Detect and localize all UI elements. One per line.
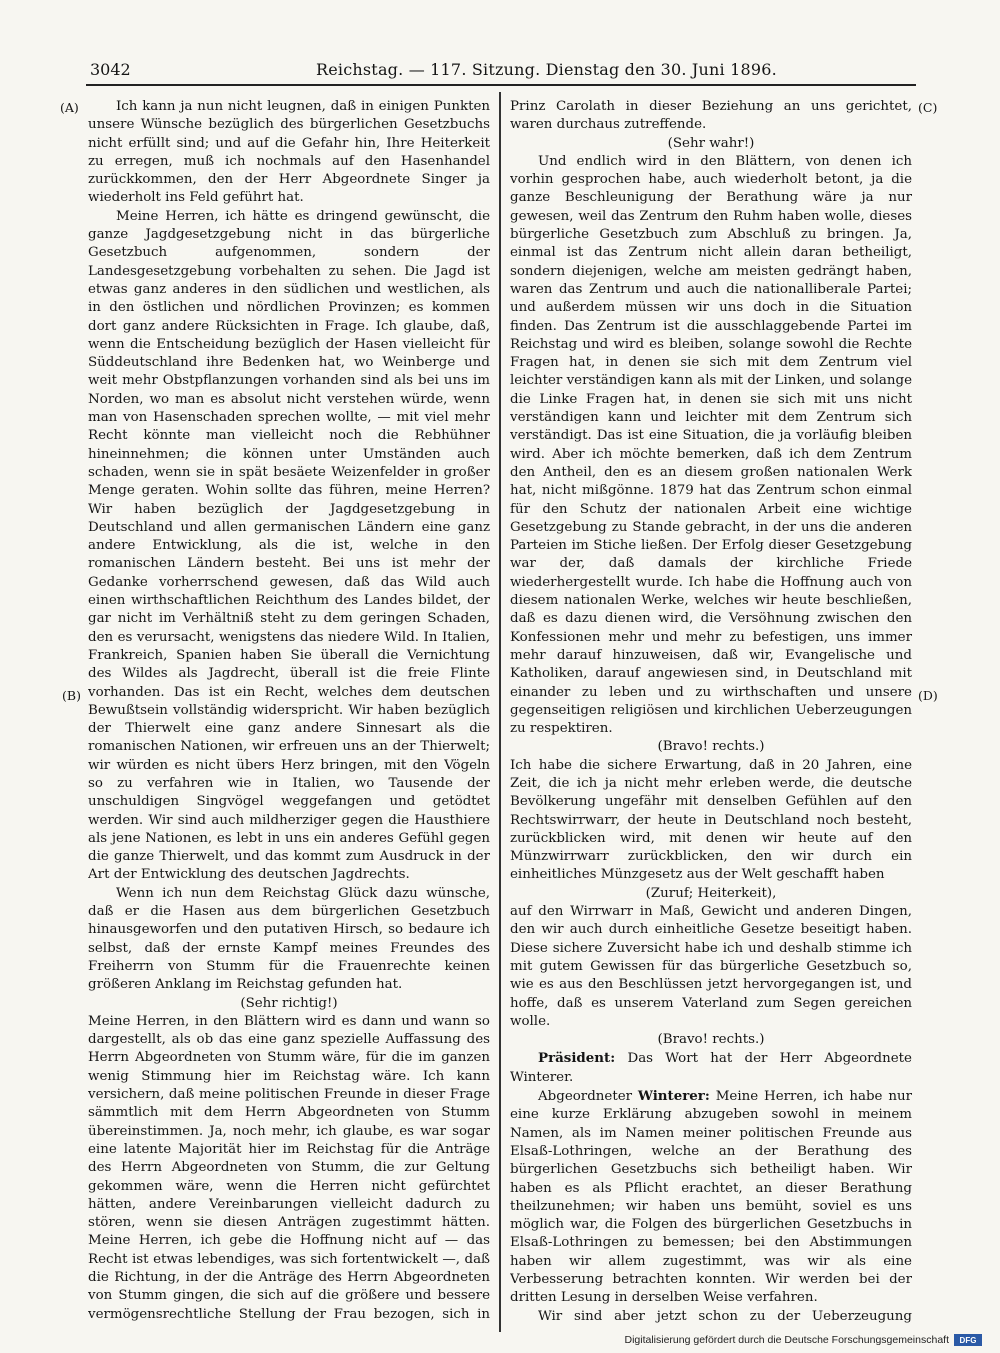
margin-marker-c: (C) — [918, 100, 938, 115]
interjection: (Zuruf; Heiterkeit), — [645, 885, 777, 901]
running-title: Reichstag. — 117. Sitzung. Dienstag den 30. Juni 1896. — [316, 60, 777, 79]
right-paragraph-2: Und endlich wird in den Blättern, von denen ich vorhin gesprochen habe, auch wiederholt betont, ja die ganze Beschleunigung der Berathung wäre ja nur gewesen, weil das Zentrum den Ruhm haben wolle, dieses bürgerliche Gesetzbuch zum Abschluß zu bringen. Ja, einmal ist das Zentrum nicht allein daran betheiligt, sondern diejenigen, welche am meisten gedrängt haben, waren das Zentrum und auch die nationalliberale Partei; und außerdem müssen wir uns doch in die Situation finden. Das Zentrum ist die ausschlaggebende Partei im Reichstag und wird es bleiben, solange sowohl die Rechte Fragen hat, in denen sie sich mit dem Zentrum viel leichter verständigen kann als mit der Linken, und solange die Linke Fragen hat, in denen sie sich mit uns nicht verständigen kann und leichter mit dem Zentrum sich verständigt. Das ist eine Situation, die ja vorläufig bleiben wird. Aber ich möchte bemerken, daß ich dem Zentrum den Antheil, den es an diesem großen nationalen Werk hat, nicht mißgönne. 1879 hat das Zentrum schon einmal für den Schutz der nationalen Arbeit eine wichtige Gesetzgebung zu Stande gebracht, in der uns die anderen Parteien im Stiche ließen. Der Erfolg dieser Gesetzgebung war der, daß damals der kirchliche Friede wiederhergestellt wurde. Ich habe die Hoffnung auch von diesem nationalen Werke, welches wir heute beschließen, daß es dazu dienen wird, die Versöhnung zwischen den Konfessionen mehr und mehr zu befestigen, uns immer mehr darauf hinzuweisen, daß wir, Evangelische und Katholiken, darauf angewiesen sind, in Deutschland mit einander zu leben und zu wirthschaften und unsere gegenseitigen religiösen und kirchlichen Ueberzeugungen zu respektiren. — [510, 153, 912, 737]
right-paragraph-3: Ich habe die sichere Erwartung, daß in 20 Jahren, eine Zeit, die ich ja nicht mehr erleben werde, die deutsche Bevölkerung ungefähr mit denselben Gefühlen auf den Rechtswirrwarr, der heute in Deutschland noch besteht, zurückblicken wird, mit denen wir heute auf den Münzwirrwarr zurückblicken, den wir durch ein einheitliches Münzgesetz aus der Welt geschafft haben — [510, 757, 912, 883]
speaker-winterer: Winterer: — [637, 1088, 710, 1105]
left-paragraph-2: Meine Herren, ich hätte es dringend gewünscht, die ganze Jagdgesetzgebung nicht in das bürgerliche Gesetzbuch aufgenommen, sondern der Landesgesetzgebung vorbehalten zu sehen. Die Jagd ist etwas ganz anderes in den südlichen und westlichen, als in den östlichen und nördlichen Provinzen; es kommen dort ganz andere Rücksichten in Frage. Ich glaube, daß, wenn die Entscheidung bezüglich der Hasen vielleicht für Süddeutschland ihre Bedenken hat, wo Weinberge und weit mehr Obstpflanzungen vorhanden sind als bei uns im Norden, wo man es absolut nicht verstehen würde, wenn man von Hasenschaden sprechen wollte, — mit viel mehr Recht könnte man vielleicht noch die Rebhühner hineinnehmen; die können unter Umständen auch schaden, wenn sie in spät besäete Weizenfelder in großer Menge geraten. Wohin sollte das führen, meine Herren? Wir haben bezüglich der Jagdgesetzgebung in Deutschland und allen germanischen Ländern eine ganz andere Entwicklung, als die ist, welche in den romanischen Ländern besteht. Bei uns ist mehr der Gedanke vorherrschend gewesen, daß das Wild auch einen wirthschaftlichen Reichthum des Landes bildet, der gar nicht im Verhältniß steht zu dem geringen Schaden, den es verursacht, wenigstens das niedere Wild. In Italien, Frankreich, Spanien haben Sie überall die Vernichtung des Wildes als Jagdrecht, überall ist die freie Flinte vorhanden. Das ist ein Recht, welches dem deutschen Bewußtsein vollständig widerspricht. Wir haben bezüglich der Thierwelt eine ganz andere Sinnesart als die romanischen Nationen, wir erfreuen uns an der Thierwelt; wir würden es nicht übers Herz bringen, mit den Vögeln so zu verfahren wie in Italien, wo Tausende der unschuldigen Singvögel weggefangen und getödtet werden. Wir sind auch mildherziger gegen die Hausthiere als jene Nationen, es lebt in uns ein anderes Gefühl gegen die ganze Thierwelt, und das kommt zum Ausdruck in der Art der Entwicklung des deutschen Jagdrechts. — [88, 208, 490, 883]
page-header — [86, 58, 916, 86]
page-number: 3042 — [90, 60, 131, 79]
right-paragraph-5 — [510, 1049, 912, 1087]
speaker-text: Das Wort hat der Herr Abgeordnete Winterer. — [510, 1051, 912, 1085]
funding-note: Digitalisierung gefördert durch die Deutsche Forschungsgemeinschaft — [624, 1334, 949, 1346]
right-paragraph-7: Wir sind aber jetzt schon zu der Ueberzeugung — [538, 1308, 912, 1324]
margin-marker-a: (A) — [60, 100, 79, 115]
interjection: (Sehr wahr!) — [667, 135, 755, 151]
footer — [624, 1334, 982, 1346]
speaker-prefix: Abgeordneter — [538, 1089, 633, 1105]
margin-marker-b: (B) — [62, 688, 81, 703]
right-paragraph-6 — [510, 1087, 912, 1308]
right-paragraph-4: auf den Wirrwarr in Maß, Gewicht und anderen Dingen, den wir auch durch einheitliche Gesetze beseitigt haben. Diese sichere Zuversicht habe ich und deshalb stimme ich mit gutem Gewissen für das bürgerliche Gesetzbuch so, wie es aus den Beschlüssen jetzt hervorgegangen ist, und hoffe, daß es unserem Vaterland zum Segen gereichen wolle. — [510, 904, 912, 1029]
dfg-logo: DFG — [954, 1334, 982, 1346]
left-column — [88, 98, 490, 1326]
interjection: (Sehr richtig!) — [240, 995, 338, 1011]
column-divider — [499, 92, 501, 1332]
right-paragraph-1: Prinz Carolath in dieser Beziehung an uns gerichtet, waren durchaus zutreffende. — [510, 99, 912, 133]
margin-marker-d: (D) — [918, 688, 938, 703]
speaker-president: Präsident: — [538, 1050, 616, 1067]
interjection: (Bravo! rechts.) — [657, 739, 765, 755]
left-paragraph-3: Wenn ich nun dem Reichstag Glück dazu wünsche, daß er die Hasen aus dem bürgerlichen Gesetzbuch hinausgeworfen und den putativen Hirsch, so bedaure ich selbst, daß der ernste Kampf meines Freundes des Freiherrn von Stumm für die Frauenrechte keinen größeren Anklang im Reichstag gefunden hat. — [88, 885, 490, 993]
speaker-text: Meine Herren, ich habe nur eine kurze Erklärung abzugeben sowohl in meinem Namen, als im Namen meiner politischen Freunde aus Elsaß-Lothringen, welche an der Berathung des bürgerlichen Gesetzbuchs sich betheiligt haben. Wir haben es als Pflicht erachtet, an dieser Berathung theilzunehmen; wir haben uns bemüht, soviel es uns möglich war, die Folgen des bürgerlichen Gesetzbuchs in Elsaß-Lothringen zu bemessen; bei den Abstimmungen haben wir allem zugestimmt, was wir als eine Verbesserung betrachten konnten. Wir werden bei der dritten Lesung in derselben Weise verfahren. — [510, 1089, 912, 1306]
right-column — [510, 98, 912, 1326]
left-paragraph-1: Ich kann ja nun nicht leugnen, daß in einigen Punkten unsere Wünsche bezüglich des bürgerlichen Gesetzbuchs nicht erfüllt sind; und auf die Gefahr hin, Ihre Heiterkeit zu erregen, muß ich nochmals auf den Hasenhandel zurückkommen, den der Herr Abgeordnete Singer ja wiederholt ins Feld geführt hat. — [88, 99, 490, 206]
left-paragraph-4: Meine Herren, in den Blättern wird es dann und wann so dargestellt, als ob das eine ganz spezielle Auffassung des Herrn Abgeordneten von Stumm wäre, für die im ganzen wenig Stimmung hier im Reichstag wäre. Ich kann versichern, daß meine politischen Freunde in dieser Frage sämmtlich mit dem Herrn Abgeordneten von Stumm übereinstimmen. Ja, noch mehr, ich glaube, es war sogar eine latente Majorität hier im Reichstag für die Anträge des Herrn Abgeordneten von Stumm, die zur Geltung gekommen wäre, wenn die Herren nicht gefürchtet hätten, andere Vereinbarungen vielleicht dadurch zu stören, wenn sie diesen Anträgen zugestimmt hätten. Meine Herren, ich gebe die Hoffnung nicht auf — das Recht ist etwas lebendiges, was sich fortentwickelt —, daß die Richtung, in der die Anträge des Herrn Abgeordneten von Stumm gingen, die sich auf die größere und bessere vermögensrechtliche Stellung der Frau bezogen, sich in — [88, 1013, 490, 1322]
interjection: (Bravo! rechts.) — [657, 1032, 765, 1048]
